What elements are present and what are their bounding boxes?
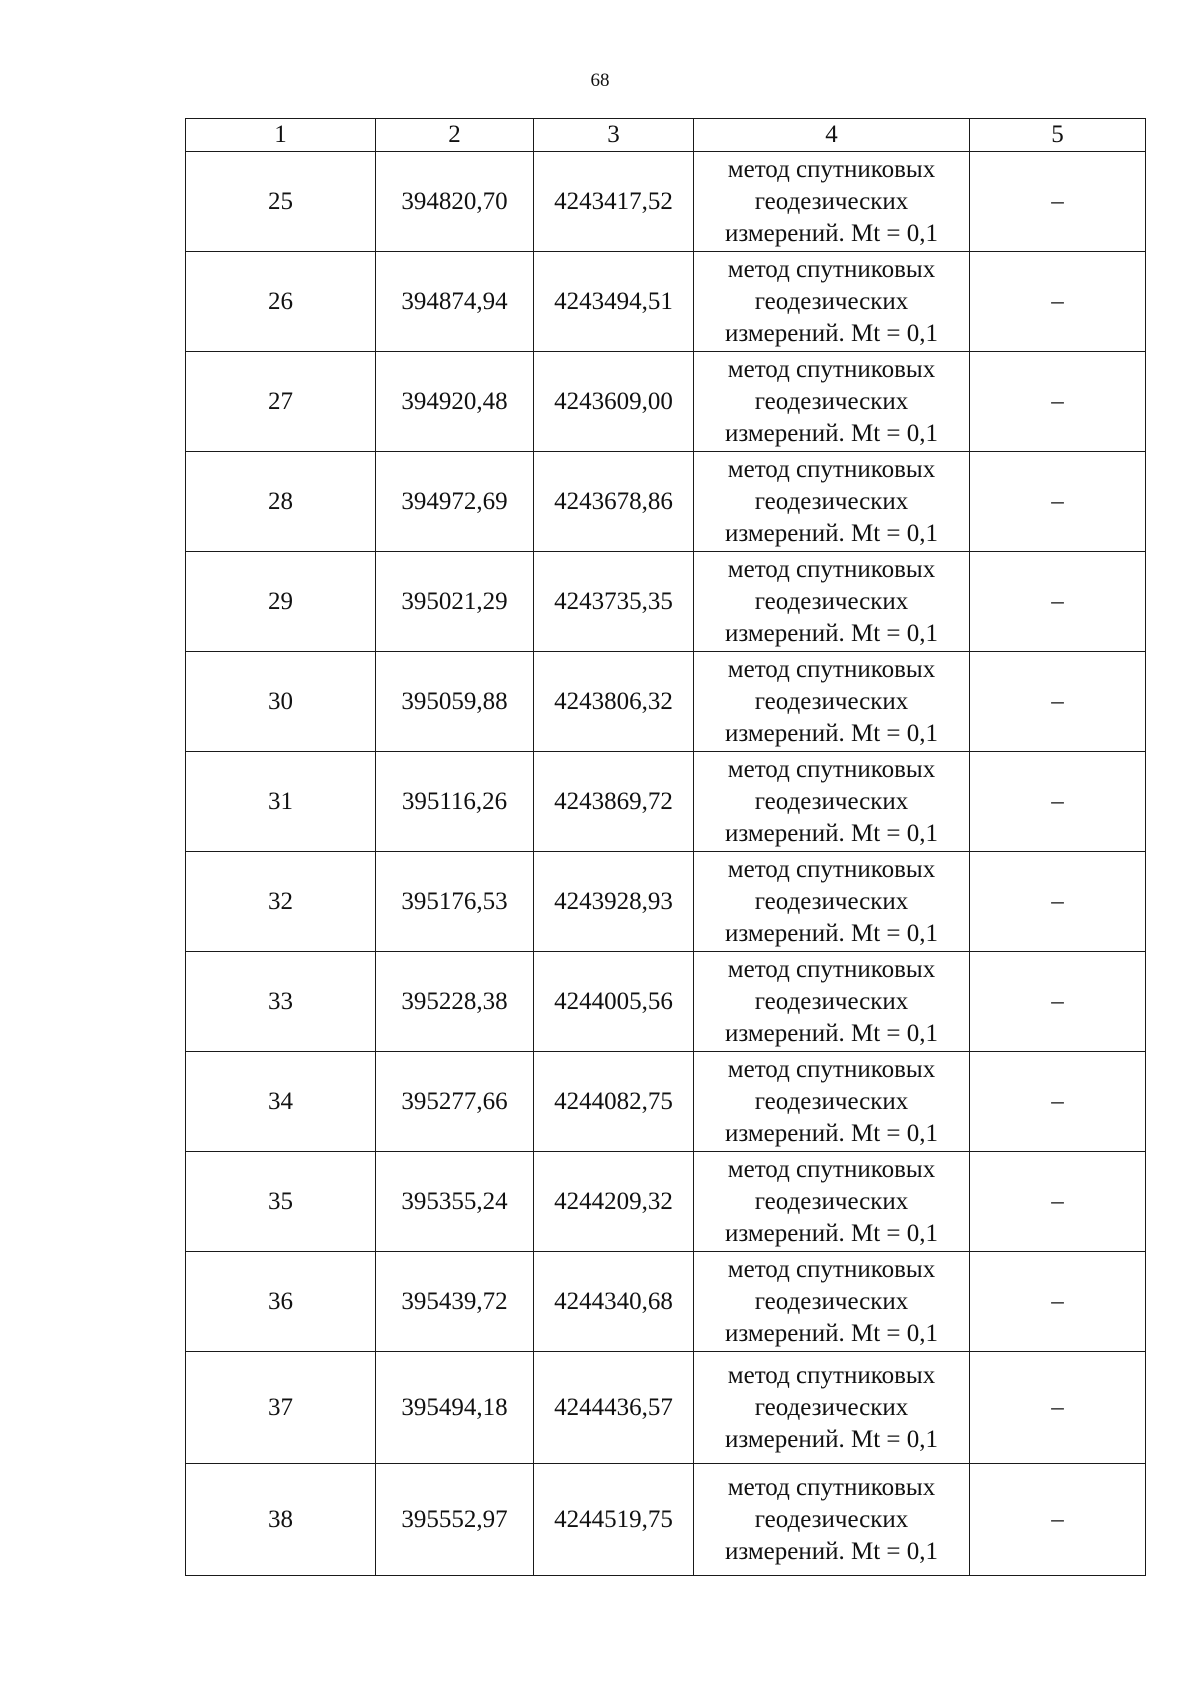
- x-coordinate-cell: 395116,26: [376, 752, 534, 852]
- point-number-cell: 34: [186, 1052, 376, 1152]
- y-coordinate-cell: 4244082,75: [534, 1052, 694, 1152]
- table-row: [186, 1152, 1146, 1252]
- x-coordinate-cell: 395021,29: [376, 552, 534, 652]
- table-row: [186, 1464, 1146, 1576]
- table-row: [186, 652, 1146, 752]
- note-cell: –: [970, 1252, 1146, 1352]
- y-coordinate-cell: 4244209,32: [534, 1152, 694, 1252]
- note-cell: –: [970, 452, 1146, 552]
- method-text-line: геодезических: [754, 787, 909, 815]
- method-text-line: метод спутниковых: [727, 1155, 936, 1183]
- note-cell: –: [970, 1152, 1146, 1252]
- note-cell: –: [970, 852, 1146, 952]
- method-cell: [694, 652, 970, 752]
- method-text-line: измерений. Mt = 0,1: [724, 1319, 939, 1347]
- method-text-line: геодезических: [754, 487, 909, 515]
- method-text-line: геодезических: [754, 587, 909, 615]
- x-coordinate-cell: 395439,72: [376, 1252, 534, 1352]
- x-coordinate-cell: 394820,70: [376, 152, 534, 252]
- method-text-line: измерений. Mt = 0,1: [724, 619, 939, 647]
- method-text-line: измерений. Mt = 0,1: [724, 1119, 939, 1147]
- point-number-cell: 29: [186, 552, 376, 652]
- y-coordinate-cell: 4243678,86: [534, 452, 694, 552]
- method-text-line: метод спутниковых: [727, 555, 936, 583]
- point-number-cell: 36: [186, 1252, 376, 1352]
- method-text-line: измерений. Mt = 0,1: [724, 1219, 939, 1247]
- x-coordinate-cell: 395494,18: [376, 1352, 534, 1464]
- method-text-line: метод спутниковых: [727, 155, 936, 183]
- note-cell: –: [970, 352, 1146, 452]
- method-cell: [694, 752, 970, 852]
- point-number-cell: 33: [186, 952, 376, 1052]
- method-text-line: метод спутниковых: [727, 1055, 936, 1083]
- method-text-line: измерений. Mt = 0,1: [724, 1019, 939, 1047]
- method-text-line: измерений. Mt = 0,1: [724, 319, 939, 347]
- y-coordinate-cell: 4243869,72: [534, 752, 694, 852]
- method-text-line: метод спутниковых: [727, 955, 936, 983]
- method-cell: [694, 852, 970, 952]
- method-text-line: измерений. Mt = 0,1: [724, 719, 939, 747]
- method-cell: [694, 1052, 970, 1152]
- note-cell: –: [970, 1464, 1146, 1576]
- method-text-line: геодезических: [754, 1287, 909, 1315]
- table-row: [186, 1252, 1146, 1352]
- x-coordinate-cell: 395277,66: [376, 1052, 534, 1152]
- table-row: [186, 252, 1146, 352]
- y-coordinate-cell: 4244340,68: [534, 1252, 694, 1352]
- point-number-cell: 38: [186, 1464, 376, 1576]
- method-text-line: метод спутниковых: [727, 355, 936, 383]
- table-row: [186, 1052, 1146, 1152]
- table-row: [186, 152, 1146, 252]
- x-coordinate-cell: 394920,48: [376, 352, 534, 452]
- method-cell: [694, 452, 970, 552]
- method-text-line: измерений. Mt = 0,1: [724, 819, 939, 847]
- method-cell: [694, 1352, 970, 1464]
- method-cell: [694, 1464, 970, 1576]
- method-text-line: измерений. Mt = 0,1: [724, 1537, 939, 1565]
- point-number-cell: 26: [186, 252, 376, 352]
- method-text-line: измерений. Mt = 0,1: [724, 1425, 939, 1453]
- column-header-2: 2: [376, 119, 534, 152]
- table-row: [186, 352, 1146, 452]
- method-cell: [694, 552, 970, 652]
- column-header-3: 3: [534, 119, 694, 152]
- method-text-line: метод спутниковых: [727, 255, 936, 283]
- x-coordinate-cell: 395355,24: [376, 1152, 534, 1252]
- method-text-line: геодезических: [754, 1393, 909, 1421]
- method-text-line: геодезических: [754, 287, 909, 315]
- table-row: [186, 752, 1146, 852]
- y-coordinate-cell: 4243494,51: [534, 252, 694, 352]
- method-text-line: измерений. Mt = 0,1: [724, 519, 939, 547]
- method-text-line: измерений. Mt = 0,1: [724, 219, 939, 247]
- y-coordinate-cell: 4243806,32: [534, 652, 694, 752]
- method-cell: [694, 1252, 970, 1352]
- y-coordinate-cell: 4244519,75: [534, 1464, 694, 1576]
- method-text-line: метод спутниковых: [727, 1473, 936, 1501]
- column-header-1: 1: [186, 119, 376, 152]
- y-coordinate-cell: 4243928,93: [534, 852, 694, 952]
- method-text-line: измерений. Mt = 0,1: [724, 919, 939, 947]
- note-cell: –: [970, 952, 1146, 1052]
- table-row: [186, 1352, 1146, 1464]
- x-coordinate-cell: 395059,88: [376, 652, 534, 752]
- table-row: [186, 552, 1146, 652]
- y-coordinate-cell: 4243609,00: [534, 352, 694, 452]
- method-cell: [694, 252, 970, 352]
- point-number-cell: 31: [186, 752, 376, 852]
- y-coordinate-cell: 4243417,52: [534, 152, 694, 252]
- note-cell: –: [970, 752, 1146, 852]
- method-text-line: геодезических: [754, 1187, 909, 1215]
- y-coordinate-cell: 4244436,57: [534, 1352, 694, 1464]
- x-coordinate-cell: 395228,38: [376, 952, 534, 1052]
- point-number-cell: 37: [186, 1352, 376, 1464]
- method-cell: [694, 1152, 970, 1252]
- x-coordinate-cell: 395176,53: [376, 852, 534, 952]
- column-header-4: 4: [694, 119, 970, 152]
- point-number-cell: 25: [186, 152, 376, 252]
- note-cell: –: [970, 652, 1146, 752]
- method-text-line: измерений. Mt = 0,1: [724, 419, 939, 447]
- point-number-cell: 28: [186, 452, 376, 552]
- note-cell: –: [970, 152, 1146, 252]
- note-cell: –: [970, 252, 1146, 352]
- x-coordinate-cell: 394874,94: [376, 252, 534, 352]
- method-text-line: геодезических: [754, 887, 909, 915]
- y-coordinate-cell: 4244005,56: [534, 952, 694, 1052]
- point-number-cell: 27: [186, 352, 376, 452]
- method-text-line: геодезических: [754, 1087, 909, 1115]
- method-text-line: метод спутниковых: [727, 755, 936, 783]
- note-cell: –: [970, 1052, 1146, 1152]
- x-coordinate-cell: 394972,69: [376, 452, 534, 552]
- method-text-line: геодезических: [754, 187, 909, 215]
- table-row: [186, 452, 1146, 552]
- method-cell: [694, 952, 970, 1052]
- point-number-cell: 30: [186, 652, 376, 752]
- table-row: [186, 852, 1146, 952]
- method-text-line: геодезических: [754, 387, 909, 415]
- column-header-5: 5: [970, 119, 1146, 152]
- table-row: [186, 952, 1146, 1052]
- method-text-line: метод спутниковых: [727, 655, 936, 683]
- method-text-line: метод спутниковых: [727, 1255, 936, 1283]
- method-text-line: геодезических: [754, 1505, 909, 1533]
- point-number-cell: 35: [186, 1152, 376, 1252]
- y-coordinate-cell: 4243735,35: [534, 552, 694, 652]
- page-number: 68: [590, 70, 610, 91]
- method-cell: [694, 152, 970, 252]
- table-header-row: [186, 119, 1146, 152]
- method-text-line: геодезических: [754, 987, 909, 1015]
- note-cell: –: [970, 552, 1146, 652]
- point-number-cell: 32: [186, 852, 376, 952]
- table-body: [186, 152, 1146, 1576]
- method-text-line: геодезических: [754, 687, 909, 715]
- note-cell: –: [970, 1352, 1146, 1464]
- x-coordinate-cell: 395552,97: [376, 1464, 534, 1576]
- coordinates-table: [185, 118, 1146, 1576]
- method-text-line: метод спутниковых: [727, 855, 936, 883]
- method-text-line: метод спутниковых: [727, 455, 936, 483]
- method-cell: [694, 352, 970, 452]
- method-text-line: метод спутниковых: [727, 1361, 936, 1389]
